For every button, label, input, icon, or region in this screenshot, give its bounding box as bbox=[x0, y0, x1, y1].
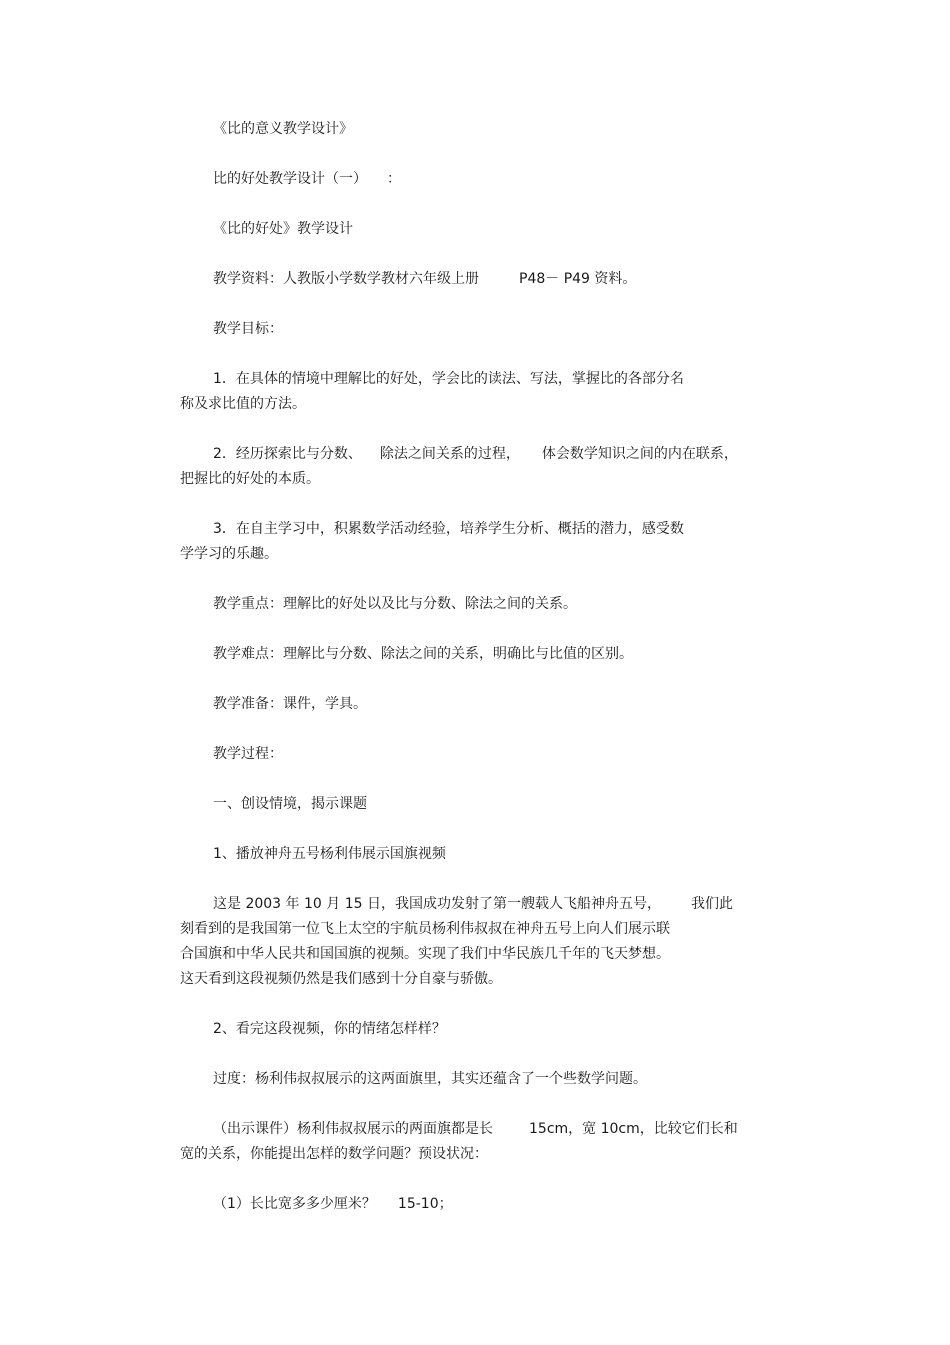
para-1-line-4: 这天看到这段视频仍然是我们感到十分自豪与骄傲。 bbox=[180, 971, 502, 987]
goal-1-line-1: 1．在具体的情境中理解比的好处，学会比的读法、写法，掌握比的各部分名 bbox=[213, 371, 684, 387]
goal-2-part-b: 除法之间关系的过程， bbox=[379, 446, 520, 462]
goal-2-line-1 bbox=[213, 445, 738, 463]
courseware-line-1 bbox=[213, 1120, 738, 1138]
step-1: 1、播放神舟五号杨利伟展示国旗视频 bbox=[213, 846, 446, 862]
para-1-part-b: 我们此 bbox=[690, 896, 733, 912]
courseware-part-b: 15cm，宽 10cm，比较它们长和 bbox=[529, 1121, 738, 1137]
preparation: 教学准备：课件，学具。 bbox=[213, 696, 367, 712]
subtitle-colon: ： bbox=[387, 171, 401, 187]
courseware-line-2: 宽的关系，你能提出怎样的数学问题？预设状况： bbox=[180, 1146, 488, 1162]
materials-pages: P48－ P49 资料。 bbox=[519, 271, 637, 287]
para-1-part-a: 这是 2003 年 10 月 15 日，我国成功发射了第一艘载人飞船神舟五号， bbox=[213, 896, 661, 912]
para-1-line-2: 刻看到的是我国第一位飞上太空的宇航员杨利伟叔叔在神舟五号上向人们展示联 bbox=[180, 921, 670, 937]
transition: 过度：杨利伟叔叔展示的这两面旗里，其实还蕴含了一个些数学问题。 bbox=[213, 1071, 647, 1087]
question-1-text: （1）长比宽多多少厘米？ bbox=[213, 1196, 376, 1212]
goal-3-line-2: 学学习的乐趣。 bbox=[180, 546, 278, 562]
question-1 bbox=[213, 1195, 453, 1213]
step-2: 2、看完这段视频，你的情绪怎样样？ bbox=[213, 1021, 446, 1037]
courseware-part-a: （出示课件）杨利伟叔叔展示的两面旗都是长 bbox=[213, 1121, 493, 1137]
para-1-line-1 bbox=[213, 895, 733, 913]
part-1-heading: 一、创设情境，揭示课题 bbox=[213, 796, 367, 812]
question-1-expression: 15-10； bbox=[397, 1196, 453, 1212]
difficulty: 教学难点：理解比与分数、除法之间的关系，明确比与比值的区别。 bbox=[213, 646, 633, 662]
materials-text: 教学资料：人教版小学数学教材六年级上册 bbox=[213, 271, 479, 287]
goal-2-part-c: 体会数学知识之间的内在联系， bbox=[541, 446, 738, 462]
goal-2-part-a: 2．经历探索比与分数、 bbox=[213, 446, 362, 462]
goals-heading: 教学目标： bbox=[213, 321, 283, 337]
key-point: 教学重点：理解比的好处以及比与分数、除法之间的关系。 bbox=[213, 596, 577, 612]
goal-1-line-2: 称及求比值的方法。 bbox=[180, 396, 306, 412]
goal-2-line-2: 把握比的好处的本质。 bbox=[180, 471, 320, 487]
section-title: 《比的好处》教学设计 bbox=[213, 221, 353, 237]
process-heading: 教学过程： bbox=[213, 746, 283, 762]
doc-title: 《比的意义教学设计》 bbox=[213, 121, 353, 137]
goal-3-line-1: 3．在自主学习中，积累数学活动经验，培养学生分析、概括的潜力，感受数 bbox=[213, 521, 684, 537]
subtitle-text: 比的好处教学设计（一） bbox=[213, 171, 367, 187]
materials-line bbox=[213, 270, 636, 288]
doc-subtitle bbox=[213, 170, 401, 188]
para-1-line-3: 合国旗和中华人民共和国国旗的视频。实现了我们中华民族几千年的飞天梦想。 bbox=[180, 946, 670, 962]
